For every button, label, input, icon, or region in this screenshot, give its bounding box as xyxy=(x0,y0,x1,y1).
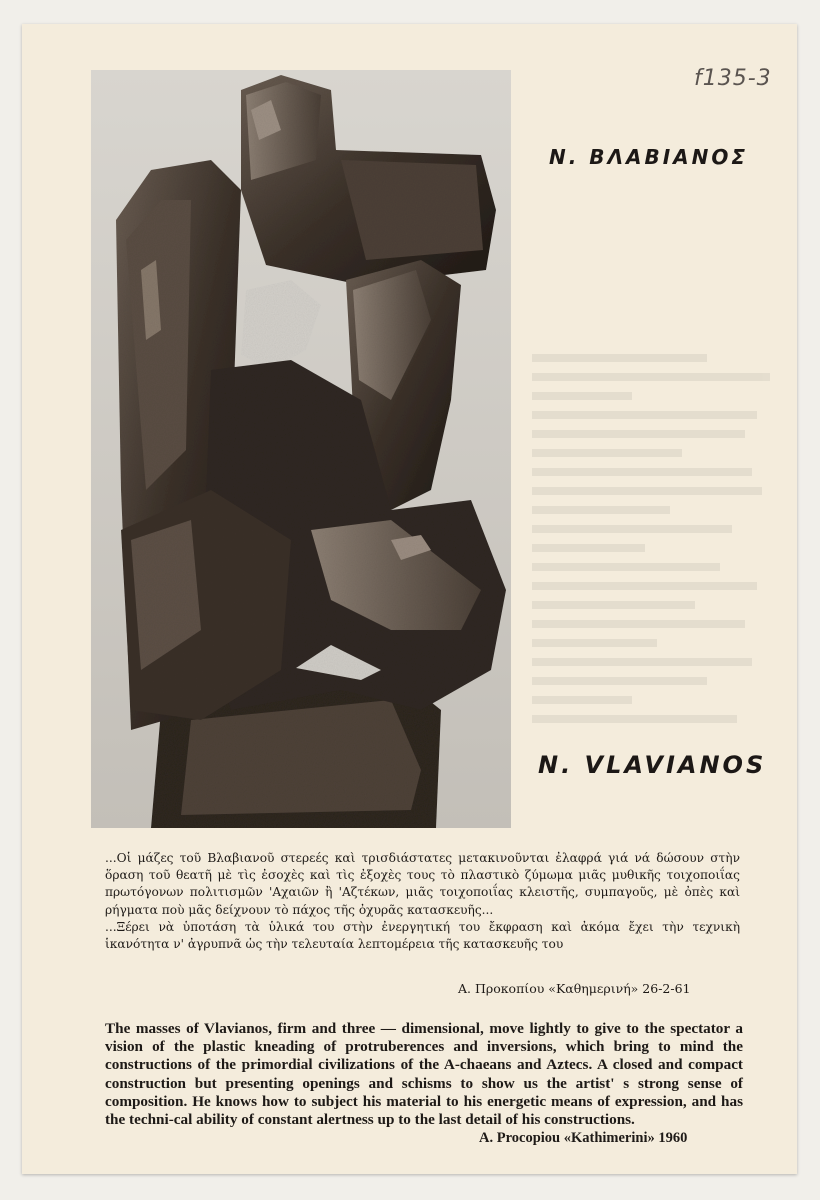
review-greek xyxy=(105,850,740,953)
review-english-attribution: A. Procopiou «Kathimerini» 1960 xyxy=(479,1130,688,1146)
catalog-page xyxy=(22,24,797,1174)
review-english: The masses of Vlavianos, firm and three — dimensional, move lightly to give to the spectator a vision of the plastic kneading of protruberences and inversions, which bring to mind the constructions of the primordial civilizations of the A-chaeans and Aztecs. A closed and compact construction but presenting openings and schisms to show us the artist' s strong sense of composition. He knows how to subject his material to his energetic means of expression, and has the techni-cal ability of constant alertness up to the last detail of his constructions. xyxy=(105,1020,743,1129)
sculpture-photo xyxy=(91,70,511,828)
review-greek-attribution: Α. Προκοπίου «Καθημερινή» 26-2-61 xyxy=(458,981,691,996)
review-greek-paragraph-1: ...Οἱ μάζες τοῦ Βλαβιανοῦ στερεές καὶ τρισδιάστατες μετακινοῦνται ἐλαφρά γιά νά δώσουν στὴν ὅραση τοῦ θεατῆ μὲ τὶς ἐσοχὲς καὶ τὶς ἐξοχὲς τους τὸ πλαστικὸ ζύμωμα μιᾶς μυθικῆς τοιχοποιΐας πρωτόγονων πολιτισμῶν 'Αχαιῶν ἢ 'Αζτέκων, μιᾶς τοιχοποιΐας κλειστῆς, συμπαγοῦς, μὲ ὀπὲς καὶ ρήγματα ποὺ μᾶς δείχνουν τὸ πάχος τῆς ὀχυρᾶς κατασκευῆς... xyxy=(105,851,740,917)
show-through-text xyxy=(532,354,782,804)
artist-name-greek: Ν. ΒΛΑΒΙΑΝΟΣ xyxy=(549,145,749,169)
catalog-reference-note: f135-3 xyxy=(694,66,772,91)
artist-name-latin: N. VLAVIANOS xyxy=(538,751,767,779)
review-greek-paragraph-2: ...Ξέρει νὰ ὑποτάση τὰ ὑλικά του στὴν ἐνεργητική του ἔκφραση καὶ ἀκόμα ἔχει τὴν τεχνικὴ ἱκανότητα ν' ἀγρυπνᾶ ὡς τὴν τελευταία λεπτομέρεια τῆς κατασκευῆς του xyxy=(105,919,740,952)
